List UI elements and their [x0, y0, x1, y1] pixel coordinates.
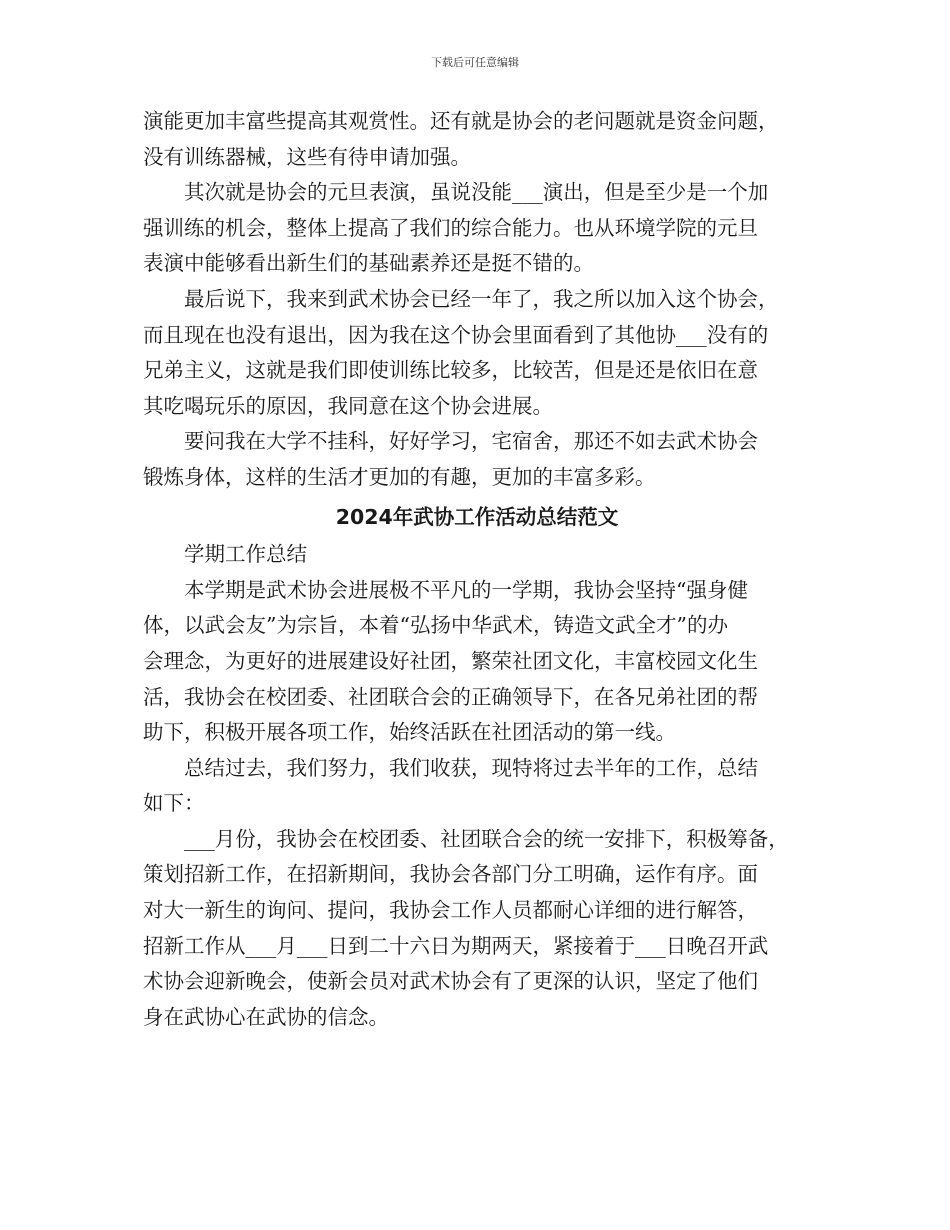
- text-line: 如下：: [143, 791, 205, 816]
- text-line: 招新工作从___月___日到二十六日为期两天，紧接着于___日晚召开武: [143, 933, 769, 958]
- text-line: 兄弟主义，这就是我们即使训练比较多，比较苦，但是还是依旧在意: [143, 358, 758, 383]
- text-line: 表演中能够看出新生们的基础素养还是挺不错的。: [143, 251, 594, 276]
- text-line: 演能更加丰富些提高其观赏性。还有就是协会的老问题就是资金问题，: [143, 109, 779, 133]
- text-line: 身在武协心在武协的信念。: [143, 1004, 389, 1029]
- paragraph: [143, 751, 811, 822]
- page-header: 下载后可任意编辑: [431, 56, 519, 69]
- text-line: 活，我协会在校团委、社团联合会的正确领导下，在各兄弟社团的帮: [143, 684, 758, 709]
- text-line: 体，以武会友”为宗旨，本着“弘扬中华武术，铸造文武全才”的办: [143, 613, 728, 638]
- text-line: 其次就是协会的元旦表演，虽说没能___演出，但是至少是一个加: [143, 180, 769, 205]
- text-line: 本学期是武术协会进展极不平凡的一学期，我协会坚持“强身健: [143, 577, 748, 602]
- document-body: [143, 104, 811, 1035]
- text-line: 其吃喝玩乐的原因，我同意在这个协会进展。: [143, 393, 553, 418]
- text-line: 锻炼身体，这样的生活才更加的有趣，更加的丰富多彩。: [143, 464, 656, 489]
- section-title: 2024年武协工作活动总结范文: [335, 504, 619, 529]
- section-1: [143, 104, 811, 496]
- text-line: 会理念，为更好的进展建设好社团，繁荣社团文化，丰富校园文化生: [143, 648, 758, 673]
- text-line: 要问我在大学不挂科，好好学习，宅宿舍，那还不如去武术协会: [143, 429, 758, 454]
- paragraph: [143, 175, 811, 282]
- text-line: 最后说下，我来到武术协会已经一年了，我之所以加入这个协会，: [143, 286, 779, 311]
- paragraph: [143, 537, 811, 573]
- text-line: ___月份，我协会在校团委、社团联合会的统一安排下，积极筹备，: [143, 826, 789, 851]
- text-line: 术协会迎新晚会，使新会员对武术协会有了更深的认识，坚定了他们: [143, 969, 758, 994]
- text-line: 对大一新生的询问、提问，我协会工作人员都耐心详细的进行解答，: [143, 898, 758, 923]
- paragraph: [143, 822, 811, 1036]
- paragraph: [143, 424, 811, 495]
- text-line: 而且现在也没有退出，因为我在这个协会里面看到了其他协___没有的: [143, 322, 769, 347]
- text-line: 强训练的机会，整体上提高了我们的综合能力。也从环境学院的元旦: [143, 215, 758, 240]
- paragraph: [143, 282, 811, 424]
- text-line: 助下，积极开展各项工作，始终活跃在社团活动的第一线。: [143, 720, 676, 745]
- section-2: [143, 537, 811, 1035]
- paragraph: [143, 573, 811, 751]
- text-line: 总结过去，我们努力，我们收获，现特将过去半年的工作，总结: [143, 755, 758, 780]
- text-line: 没有训练器械，这些有待申请加强。: [143, 144, 471, 169]
- text-line: 学期工作总结: [143, 542, 307, 567]
- text-line: 策划招新工作，在招新期间，我协会各部门分工明确，运作有序。面: [143, 862, 758, 887]
- paragraph: [143, 104, 811, 175]
